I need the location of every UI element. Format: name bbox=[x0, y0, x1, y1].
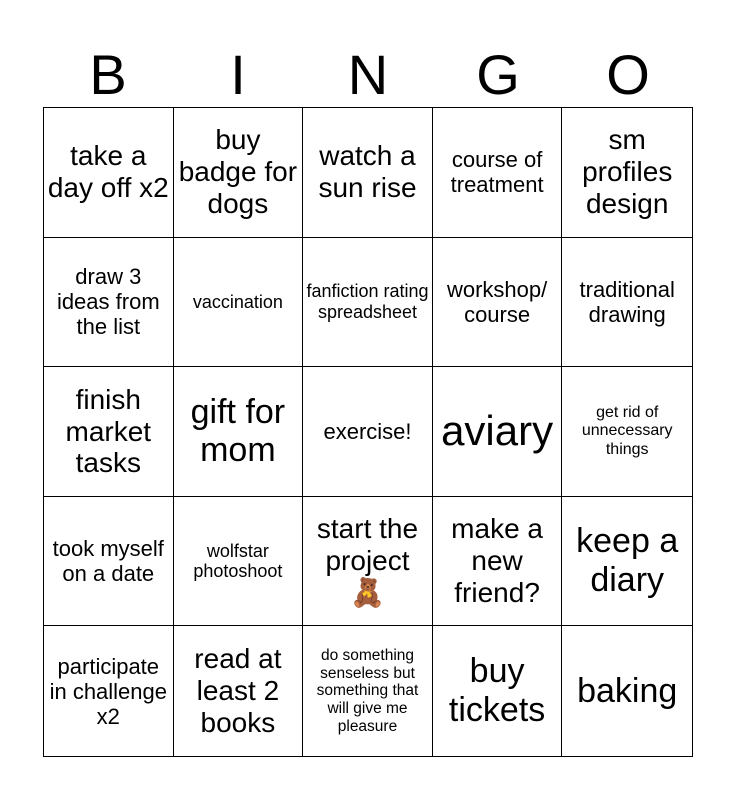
bingo-cell[interactable] bbox=[562, 108, 692, 238]
cell-text: vaccination bbox=[192, 291, 283, 312]
bingo-cell[interactable] bbox=[562, 497, 692, 627]
cell-text: gift for mom bbox=[190, 392, 286, 470]
bingo-cell[interactable] bbox=[44, 367, 174, 497]
bingo-cell[interactable] bbox=[174, 367, 304, 497]
cell-text: get rid of unnecessary things bbox=[581, 404, 673, 458]
header-letter-o: O bbox=[606, 43, 650, 106]
cell-text: start the project 🧸 bbox=[316, 513, 419, 609]
cell-text: finish market tasks bbox=[65, 383, 152, 479]
header-letter-n: N bbox=[347, 43, 389, 106]
bingo-cell[interactable] bbox=[433, 238, 563, 368]
cell-text: traditional drawing bbox=[579, 276, 675, 327]
cell-text: fanfiction rating spreadsheet bbox=[306, 281, 429, 322]
bingo-cell[interactable] bbox=[303, 626, 433, 756]
cell-text: aviary bbox=[441, 407, 554, 455]
header-letter-g: G bbox=[476, 43, 520, 106]
bingo-cell[interactable] bbox=[44, 108, 174, 238]
header-letter-i: I bbox=[230, 43, 246, 106]
bingo-cell[interactable] bbox=[303, 367, 433, 497]
cell-text: take a day off x2 bbox=[47, 140, 169, 204]
cell-text: workshop/ course bbox=[446, 276, 548, 327]
cell-text: took myself on a date bbox=[52, 536, 164, 587]
cell-text: read at least 2 books bbox=[194, 643, 282, 739]
bingo-cell[interactable] bbox=[303, 108, 433, 238]
bingo-cell[interactable] bbox=[174, 108, 304, 238]
header-letter-b: B bbox=[89, 43, 127, 106]
bingo-cell[interactable] bbox=[44, 238, 174, 368]
bingo-cell[interactable] bbox=[174, 238, 304, 368]
cell-text: make a new friend? bbox=[451, 513, 543, 609]
bingo-cell[interactable] bbox=[433, 626, 563, 756]
bingo-cell[interactable] bbox=[303, 497, 433, 627]
cell-text: exercise! bbox=[323, 418, 412, 444]
bingo-cell[interactable] bbox=[44, 626, 174, 756]
bingo-cell[interactable] bbox=[174, 626, 304, 756]
bingo-cell[interactable] bbox=[44, 497, 174, 627]
cell-text: buy tickets bbox=[448, 652, 546, 730]
bingo-cell[interactable] bbox=[433, 497, 563, 627]
cell-text: participate in challenge x2 bbox=[49, 653, 168, 729]
cell-text: draw 3 ideas from the list bbox=[56, 264, 160, 340]
bingo-header bbox=[43, 44, 693, 106]
cell-text: buy badge for dogs bbox=[178, 124, 298, 220]
cell-text: wolfstar photoshoot bbox=[193, 540, 283, 582]
bingo-cell[interactable] bbox=[562, 238, 692, 368]
bingo-cell[interactable] bbox=[303, 238, 433, 368]
cell-text: course of treatment bbox=[450, 147, 544, 198]
cell-text: watch a sun rise bbox=[318, 140, 417, 204]
bingo-board bbox=[43, 107, 693, 757]
bingo-cell[interactable] bbox=[174, 497, 304, 627]
cell-text: sm profiles design bbox=[582, 124, 673, 220]
cell-text: baking bbox=[577, 671, 678, 710]
bingo-cell[interactable] bbox=[562, 626, 692, 756]
cell-text: do something senseless but something that will give me pleasure bbox=[316, 647, 419, 735]
bingo-cell[interactable] bbox=[433, 108, 563, 238]
bingo-cell[interactable] bbox=[433, 367, 563, 497]
bingo-cell[interactable] bbox=[562, 367, 692, 497]
cell-text: keep a diary bbox=[576, 522, 679, 600]
